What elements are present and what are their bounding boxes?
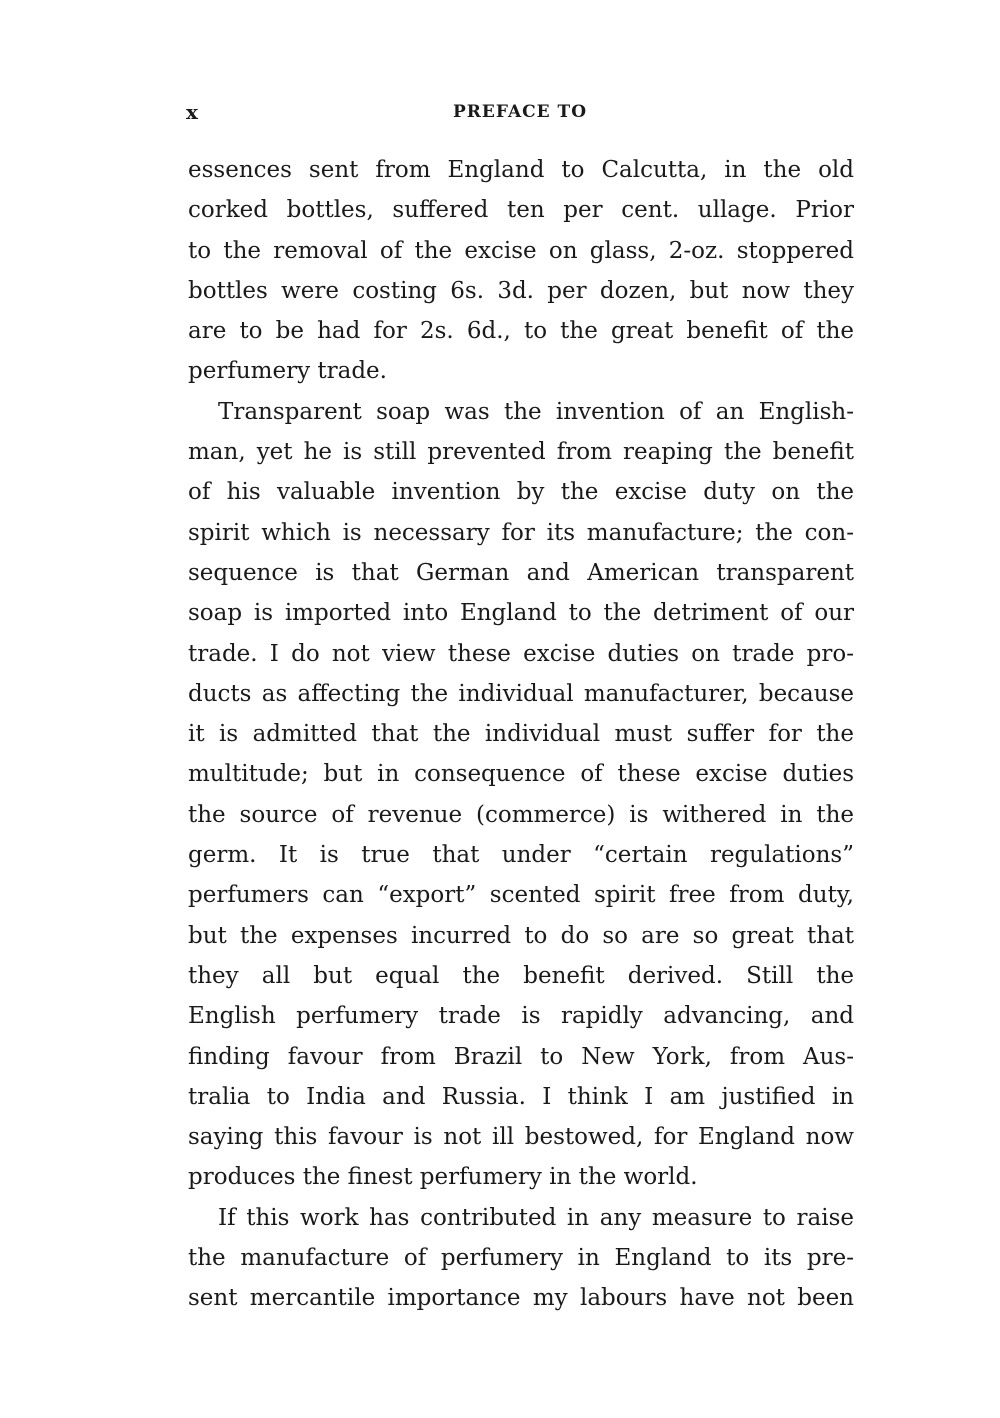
text-line: tralia to India and Russia. I think I am justified in [188,1083,854,1110]
text-line: are to be had for 2s. 6d., to the great benefit of the [188,318,854,345]
text-line: ducts as affecting the individual manufacturer, because [188,680,854,707]
text-line: the source of revenue (commerce) is withered in the [188,801,854,828]
text-line: corked bottles, suffered ten per cent. ullage. Prior [188,197,854,224]
text-line: produces the finest perfumery in the world. [188,1164,698,1191]
text-line: man, yet he is still prevented from reaping the benefit [188,439,854,466]
page-header [186,100,854,130]
text-line: bottles were costing 6s. 3d. per dozen, but now they [188,277,854,304]
page-number: x [186,100,198,124]
text-line: the manufacture of perfumery in England to its pre- [188,1245,854,1272]
text-line: sent mercantile importance my labours have not been [188,1285,854,1312]
paragraph-2 [188,392,854,1198]
text-line: perfumery trade. [188,358,387,385]
text-line: of his valuable invention by the excise duty on the [188,479,854,506]
text-line: multitude; but in consequence of these excise duties [188,761,854,788]
text-line: they all but equal the benefit derived. Still the [188,962,854,989]
text-line: it is admitted that the individual must suffer for the [188,721,854,748]
text-line: sequence is that German and American transparent [188,559,854,586]
text-line: soap is imported into England to the detriment of our [188,600,854,627]
paragraph-3 [188,1198,854,1319]
text-line: essences sent from England to Calcutta, in the old [188,157,854,183]
running-title: PREFACE TO [453,102,587,122]
text-line: trade. I do not view these excise duties on trade pro- [188,640,854,667]
text-line: If this work has contributed in any measure to raise [218,1204,854,1231]
text-line: finding favour from Brazil to New York, from Aus- [188,1043,854,1070]
text-line: but the expenses incurred to do so are so great that [188,922,854,949]
text-line: perfumers can “export” scented spirit free from duty, [188,882,854,909]
paragraph-1 [188,150,854,392]
text-line: germ. It is true that under “certain regulations” [188,842,854,869]
text-line: spirit which is necessary for its manufacture; the con- [188,519,854,546]
text-line: to the removal of the excise on glass, 2-oz. stoppered [188,237,854,264]
text-line: saying this favour is not ill bestowed, for England now [188,1124,854,1151]
body-text [188,150,854,1319]
text-line: Transparent soap was the invention of an English- [218,398,854,425]
text-line: English perfumery trade is rapidly advancing, and [188,1003,854,1030]
